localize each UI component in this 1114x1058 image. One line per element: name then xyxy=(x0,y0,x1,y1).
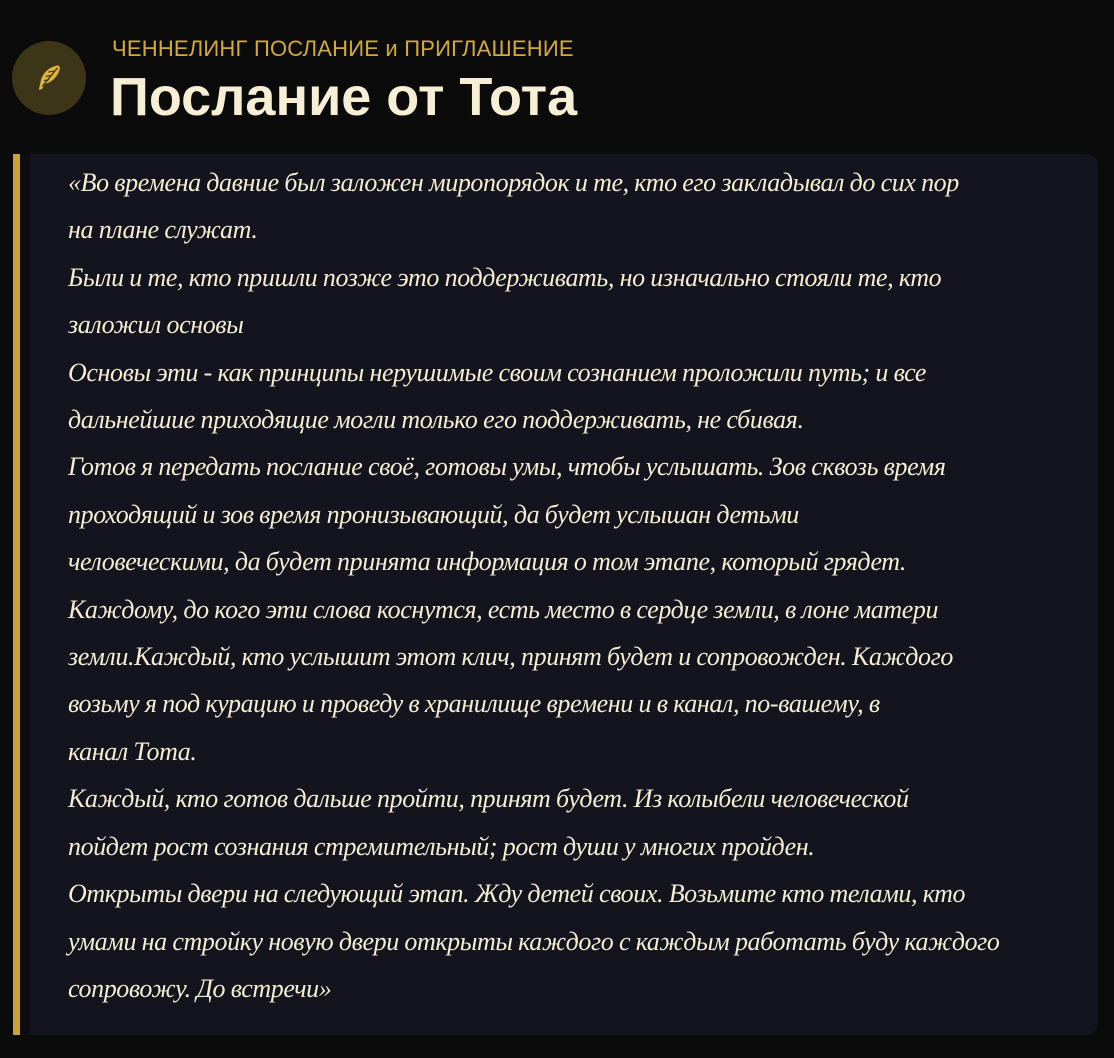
quote-line: пойдет рост сознания стремительный; рост души у многих пройден. xyxy=(68,831,815,861)
quote-line: Готов я передать послание своё, готовы умы, чтобы услышать. Зов сквозь время xyxy=(68,452,946,482)
quote-card xyxy=(13,154,1098,1035)
quote-line: Каждый, кто готов дальше пройти, принят будет. Из колыбели человеческой xyxy=(68,784,909,814)
quote-line: заложил основы xyxy=(68,310,244,340)
feather-badge xyxy=(12,41,86,115)
quote-line: проходящий и зов время пронизывающий, да будет услышан детьми xyxy=(68,499,799,529)
quote-line: человеческими, да будет принята информация о том этапе, который грядет. xyxy=(68,547,907,577)
quote-line: канал Тота. xyxy=(68,736,197,766)
quote-line: возьму я под курацию и проведу в хранилище времени и в канал, по-вашему, в xyxy=(68,689,880,719)
quote-line: Были и те, кто пришли позже это поддерживать, но изначально стояли те, кто xyxy=(68,262,942,292)
quote-line: Открыты двери на следующий этап. Жду детей своих. Возьмите кто телами, кто xyxy=(68,879,966,909)
quote-line: дальнейшие приходящие могли только его поддерживать, не сбивая. xyxy=(68,405,804,435)
quote-line: Основы эти - как принципы нерушимые своим сознанием проложили путь; и все xyxy=(68,357,927,387)
quote-line: сопровожу. До встречи» xyxy=(68,973,332,1003)
feather-icon xyxy=(32,61,66,95)
quote-line: Каждому, до кого эти слова коснутся, есть место в сердце земли, в лоне матери xyxy=(68,594,939,624)
quote-line: умами на стройку новую двери открыты каждого с каждым работать буду каждого xyxy=(68,926,1000,956)
quote-line: земли.Каждый, кто услышит этот клич, принят будет и сопровожден. Каждого xyxy=(68,642,953,672)
page-eyebrow: ЧЕННЕЛИНГ ПОСЛАНИЕ и ПРИГЛАШЕНИЕ xyxy=(112,36,574,61)
quote-line: на плане служат. xyxy=(68,215,258,245)
quote-text xyxy=(68,159,1088,1012)
page-header xyxy=(0,0,1114,140)
quote-line: «Во времена давние был заложен миропорядок и те, кто его закладывал до сих пор xyxy=(68,168,959,197)
page-title: Послание от Тота xyxy=(110,67,578,127)
